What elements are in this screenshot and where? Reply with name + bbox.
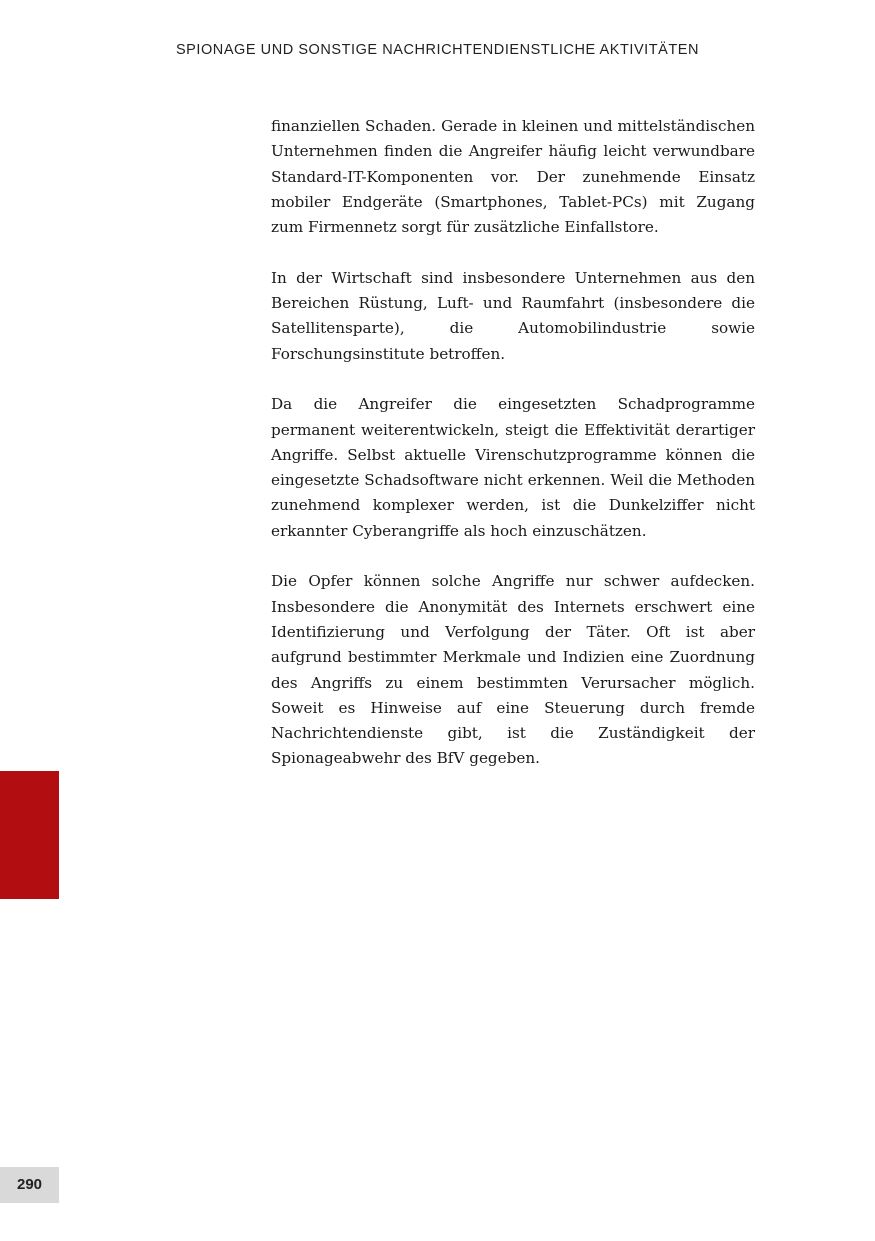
page-number-box — [0, 1167, 59, 1203]
paragraph-1: finanziellen Schaden. Gerade in kleinen und mittelständischen Unternehmen finden die Angreifer häufig leicht verwundbare Standard-IT-Komponenten vor. Der zunehmende Einsatz mobiler Endgeräte (Smartphones, Tablet-PCs) mit Zugang zum Firmennetz sorgt für zusätzliche Einfallstore. — [271, 117, 755, 237]
body-text — [271, 114, 755, 797]
paragraph-3: Da die Angreifer die eingesetzten Schadprogramme permanent weiterentwickeln, steigt die Effektivität derartiger Angriffe. Selbst aktuelle Virenschutzprogramme können die eingesetzte Schadsoftware nicht erkennen. Weil die Methoden zunehmend komplexer werden, ist die Dunkelziffer nicht erkannter Cyberangriffe als hoch einzuschätzen. — [271, 395, 755, 540]
paragraph-4: Die Opfer können solche Angriffe nur schwer aufdecken. Insbesondere die Anonymität des Internets erschwert eine Identifizierung und Verfolgung der Täter. Oft ist aber aufgrund bestimmter Merkmale und Indizien eine Zuordnung des Angriffs zu einem bestimmten Verursacher möglich. Soweit es Hinweise auf eine Steuerung durch fremde Nachrichtendienste gibt, ist die Zuständigkeit der Spionageabwehr des BfV gegeben. — [271, 572, 755, 768]
section-marker-tab — [0, 771, 59, 899]
paragraph-2: In der Wirtschaft sind insbesondere Unternehmen aus den Bereichen Rüstung, Luft- und Raumfahrt (insbesondere die Satellitensparte), die Automobilindustrie sowie Forschungsinstitute betroffen. — [271, 268, 755, 363]
running-header: SPIONAGE UND SONSTIGE NACHRICHTENDIENSTLICHE AKTIVITÄTEN — [175, 42, 700, 58]
page-number: 290 — [16, 1176, 43, 1193]
